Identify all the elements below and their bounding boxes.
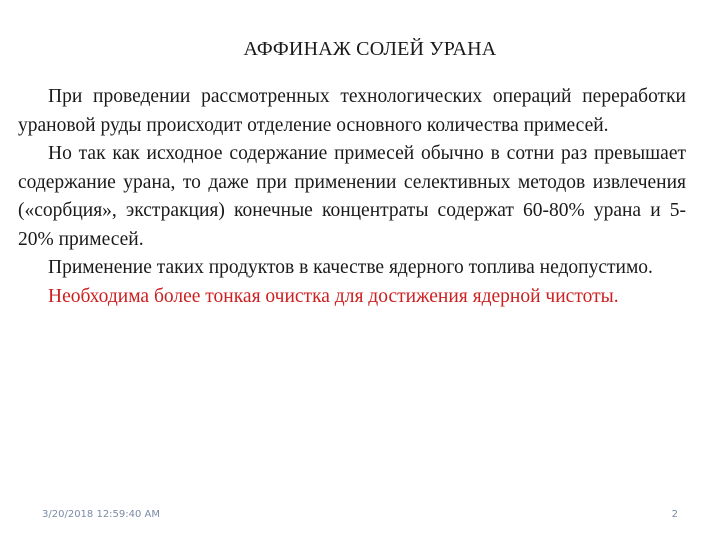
paragraph-3: Применение таких продуктов в качестве ядерного топлива недопустимо. bbox=[48, 257, 653, 278]
footer-date: 3/20/2018 12:59:40 AM bbox=[42, 509, 161, 520]
slide-body bbox=[18, 83, 686, 311]
paragraph-1: При проведении рассмотренных технологических операций переработки урановой руды происходит отделение основного количества примесей. bbox=[18, 86, 686, 136]
page-number: 2 bbox=[671, 509, 678, 520]
slide-title: АФФИНАЖ СОЛЕЙ УРАНА bbox=[243, 38, 497, 60]
paragraph-4-highlight: Необходима более тонкая очистка для достижения ядерной чистоты. bbox=[48, 285, 619, 307]
paragraph-2: Но так как исходное содержание примесей обычно в сотни раз превышает содержание урана, то даже при применении селективных методов извлечения («сорбция», экстракция) конечные концентраты содержат 60-80% урана и 5-20% примесей. bbox=[18, 143, 686, 250]
